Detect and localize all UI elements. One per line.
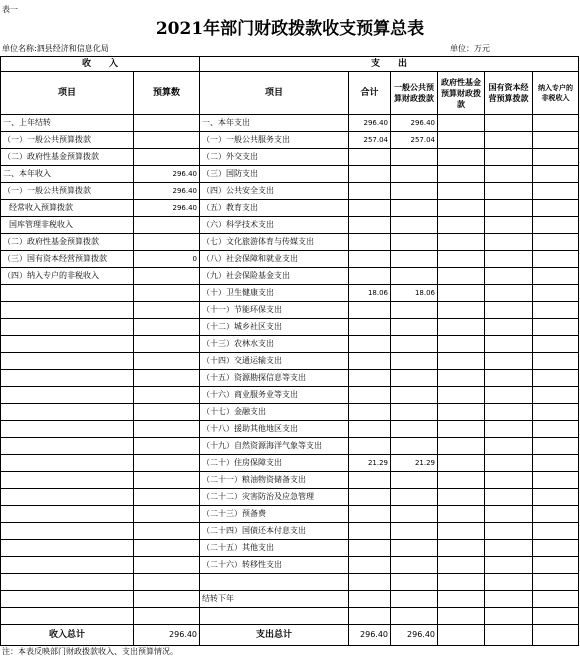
header-row-columns [1, 72, 579, 115]
expense-general-cell: 18.06 [391, 285, 438, 302]
expense-general-cell [391, 268, 438, 285]
expense-general-cell [391, 251, 438, 268]
income-item-cell: 经常收入预算拨款 [1, 200, 134, 217]
expense-gov-fund-cell [438, 115, 485, 132]
income-item-cell [1, 302, 134, 319]
expense-gov-fund-cell [438, 506, 485, 523]
expense-special-cell [533, 115, 579, 132]
table-row [1, 132, 579, 149]
income-item-cell [1, 370, 134, 387]
expense-general-cell [391, 217, 438, 234]
expense-general-cell [391, 574, 438, 591]
col-gov-fund: 政府性基金预算财政拨款 [438, 72, 485, 115]
expense-gov-fund-cell [438, 455, 485, 472]
expense-special-cell [533, 421, 579, 438]
expense-total-gov-fund [438, 625, 485, 646]
expense-special-cell [533, 557, 579, 574]
table-row [1, 268, 579, 285]
table-row [1, 455, 579, 472]
expense-special-cell [533, 200, 579, 217]
expense-total-cell [349, 540, 391, 557]
table-row [1, 370, 579, 387]
expense-total-label: 支出总计 [200, 625, 349, 646]
expense-gov-fund-cell [438, 557, 485, 574]
budget-table [0, 56, 579, 646]
expense-total-cell [349, 523, 391, 540]
expense-total-cell [349, 251, 391, 268]
expense-total-cell [349, 353, 391, 370]
expense-state-capital-cell [485, 489, 533, 506]
expense-general-cell [391, 370, 438, 387]
expense-item-cell: （二十四）国债还本付息支出 [200, 523, 349, 540]
expense-item-cell: （三）国防支出 [200, 166, 349, 183]
income-item-cell: 国库管理非税收入 [1, 217, 134, 234]
expense-general-cell [391, 404, 438, 421]
col-general-public: 一般公共预算财政拨款 [391, 72, 438, 115]
expense-special-cell [533, 234, 579, 251]
expense-total-special [533, 625, 579, 646]
expense-item-cell: （九）社会保险基金支出 [200, 268, 349, 285]
table-row [1, 302, 579, 319]
income-item-cell [1, 591, 134, 608]
income-amount-cell [134, 574, 200, 591]
table-row [1, 353, 579, 370]
expense-item-cell [200, 574, 349, 591]
expense-item-cell: （十六）商业服务业等支出 [200, 387, 349, 404]
expense-item-cell: （二十一）粮油物资储备支出 [200, 472, 349, 489]
expense-general-cell [391, 608, 438, 625]
expense-total-cell [349, 183, 391, 200]
expense-special-cell [533, 608, 579, 625]
expense-total-cell [349, 166, 391, 183]
expense-total-cell [349, 336, 391, 353]
table-row [1, 183, 579, 200]
expense-state-capital-cell [485, 149, 533, 166]
table-row [1, 404, 579, 421]
table-row [1, 591, 579, 608]
expense-total-cell [349, 591, 391, 608]
expense-special-cell [533, 217, 579, 234]
expense-item-cell: （二十二）灾害防治及应急管理 [200, 489, 349, 506]
expense-total-cell [349, 268, 391, 285]
income-item-cell [1, 421, 134, 438]
expense-general-cell [391, 438, 438, 455]
expense-special-cell [533, 574, 579, 591]
totals-row [1, 625, 579, 646]
unit-name: 单位名称:泗县经济和信息化局 [2, 44, 109, 53]
income-item-cell [1, 540, 134, 557]
table-row [1, 608, 579, 625]
expense-gov-fund-cell [438, 421, 485, 438]
expense-general-cell [391, 557, 438, 574]
table-row [1, 234, 579, 251]
expense-gov-fund-cell [438, 268, 485, 285]
income-amount-cell [134, 234, 200, 251]
income-item-cell: （一）一般公共预算拨款 [1, 183, 134, 200]
expense-state-capital-cell [485, 523, 533, 540]
expense-general-cell: 257.04 [391, 132, 438, 149]
expense-special-cell [533, 455, 579, 472]
income-amount-cell [134, 557, 200, 574]
expense-special-cell [533, 336, 579, 353]
expense-gov-fund-cell [438, 217, 485, 234]
expense-gov-fund-cell [438, 234, 485, 251]
col-income-item: 项目 [1, 72, 134, 115]
income-amount-cell [134, 591, 200, 608]
expense-general-cell [391, 421, 438, 438]
expense-special-cell [533, 285, 579, 302]
expense-total-cell [349, 472, 391, 489]
expense-gov-fund-cell [438, 472, 485, 489]
expense-special-cell [533, 302, 579, 319]
expense-state-capital-cell [485, 387, 533, 404]
expense-special-cell [533, 319, 579, 336]
expense-general-cell [391, 302, 438, 319]
expense-item-cell: 一、本年支出 [200, 115, 349, 132]
expense-gov-fund-cell [438, 251, 485, 268]
expense-total-cell [349, 234, 391, 251]
expense-state-capital-cell [485, 285, 533, 302]
expense-total-cell [349, 574, 391, 591]
table-row [1, 574, 579, 591]
income-total-value: 296.40 [134, 625, 200, 646]
expense-state-capital-cell [485, 353, 533, 370]
expense-special-cell [533, 591, 579, 608]
expense-general-cell [391, 591, 438, 608]
expense-general-cell [391, 183, 438, 200]
expense-total-value: 296.40 [349, 625, 391, 646]
expense-state-capital-cell [485, 506, 533, 523]
income-amount-cell [134, 370, 200, 387]
income-item-cell [1, 472, 134, 489]
expense-general-cell [391, 319, 438, 336]
expense-state-capital-cell [485, 115, 533, 132]
table-row [1, 319, 579, 336]
income-item-cell [1, 404, 134, 421]
expense-state-capital-cell [485, 608, 533, 625]
expense-total-cell [349, 557, 391, 574]
col-state-capital: 国有资本经营预算拨款 [485, 72, 533, 115]
expense-item-cell: 结转下年 [200, 591, 349, 608]
expense-state-capital-cell [485, 421, 533, 438]
expense-total-cell [349, 438, 391, 455]
expense-state-capital-cell [485, 251, 533, 268]
expense-general-cell [391, 166, 438, 183]
expense-gov-fund-cell [438, 404, 485, 421]
expense-general-cell [391, 353, 438, 370]
income-item-cell [1, 574, 134, 591]
header-row-sections [1, 57, 579, 72]
expense-special-cell [533, 472, 579, 489]
expense-total-general: 296.40 [391, 625, 438, 646]
income-amount-cell: 296.40 [134, 200, 200, 217]
expense-state-capital-cell [485, 183, 533, 200]
table-row [1, 523, 579, 540]
expense-general-cell [391, 200, 438, 217]
expense-general-cell: 21.29 [391, 455, 438, 472]
expense-gov-fund-cell [438, 149, 485, 166]
expense-item-cell: （二十三）预备费 [200, 506, 349, 523]
income-amount-cell: 296.40 [134, 183, 200, 200]
expense-total-cell [349, 387, 391, 404]
income-item-cell [1, 557, 134, 574]
expense-item-cell: （二十五）其他支出 [200, 540, 349, 557]
expense-general-cell [391, 506, 438, 523]
expense-total-cell [349, 217, 391, 234]
expense-special-cell [533, 132, 579, 149]
currency-unit: 单位：万元 [450, 44, 490, 53]
expense-item-cell: （六）科学技术支出 [200, 217, 349, 234]
expense-total-cell [349, 489, 391, 506]
expense-general-cell [391, 489, 438, 506]
expense-gov-fund-cell [438, 438, 485, 455]
expense-total-cell: 296.40 [349, 115, 391, 132]
table-row [1, 557, 579, 574]
expense-item-cell: （四）公共安全支出 [200, 183, 349, 200]
table-row [1, 115, 579, 132]
income-amount-cell [134, 489, 200, 506]
table-row [1, 421, 579, 438]
income-amount-cell [134, 455, 200, 472]
expense-item-cell: （二十六）转移性支出 [200, 557, 349, 574]
table-row [1, 387, 579, 404]
expense-item-cell: （十七）金融支出 [200, 404, 349, 421]
expense-general-cell [391, 472, 438, 489]
table-row [1, 438, 579, 455]
expense-special-cell [533, 404, 579, 421]
expense-special-cell [533, 268, 579, 285]
expense-general-cell [391, 234, 438, 251]
expense-special-cell [533, 506, 579, 523]
expense-state-capital-cell [485, 574, 533, 591]
col-special-nontax: 纳入专户的非税收入 [533, 72, 579, 115]
income-item-cell [1, 353, 134, 370]
income-item-cell [1, 387, 134, 404]
expense-total-cell: 257.04 [349, 132, 391, 149]
table-row [1, 149, 579, 166]
expense-special-cell [533, 489, 579, 506]
expense-item-cell: （十九）自然资源海洋气象等支出 [200, 438, 349, 455]
expense-gov-fund-cell [438, 336, 485, 353]
expense-item-cell: （二）外交支出 [200, 149, 349, 166]
income-section-header: 收 入 [1, 57, 200, 72]
expense-total-cell [349, 200, 391, 217]
expense-item-cell: （十八）援助其他地区支出 [200, 421, 349, 438]
table-row [1, 506, 579, 523]
income-item-cell: （一）一般公共预算拨款 [1, 132, 134, 149]
expense-state-capital-cell [485, 472, 533, 489]
income-item-cell [1, 506, 134, 523]
income-amount-cell [134, 132, 200, 149]
income-item-cell [1, 285, 134, 302]
expense-gov-fund-cell [438, 319, 485, 336]
expense-item-cell: （十）卫生健康支出 [200, 285, 349, 302]
col-budget-amount: 预算数 [134, 72, 200, 115]
expense-state-capital-cell [485, 302, 533, 319]
income-item-cell: （二）政府性基金预算拨款 [1, 149, 134, 166]
expense-special-cell [533, 370, 579, 387]
expense-item-cell [200, 608, 349, 625]
income-item-cell [1, 608, 134, 625]
expense-total-cell [349, 506, 391, 523]
income-item-cell [1, 336, 134, 353]
expense-state-capital-cell [485, 455, 533, 472]
expense-special-cell [533, 523, 579, 540]
table-row [1, 285, 579, 302]
income-item-cell: （四）纳入专户的非税收入 [1, 268, 134, 285]
expense-item-cell: （十三）农林水支出 [200, 336, 349, 353]
income-amount-cell: 296.40 [134, 166, 200, 183]
expense-section-header: 支 出 [200, 57, 579, 72]
expense-gov-fund-cell [438, 370, 485, 387]
income-amount-cell [134, 506, 200, 523]
expense-state-capital-cell [485, 404, 533, 421]
income-amount-cell [134, 353, 200, 370]
expense-general-cell [391, 336, 438, 353]
income-amount-cell [134, 472, 200, 489]
expense-gov-fund-cell [438, 540, 485, 557]
expense-total-cell [349, 404, 391, 421]
income-item-cell: 二、本年收入 [1, 166, 134, 183]
expense-general-cell [391, 540, 438, 557]
expense-state-capital-cell [485, 132, 533, 149]
income-amount-cell [134, 438, 200, 455]
expense-special-cell [533, 540, 579, 557]
income-amount-cell [134, 421, 200, 438]
expense-gov-fund-cell [438, 183, 485, 200]
expense-item-cell: （五）教育支出 [200, 200, 349, 217]
expense-state-capital-cell [485, 438, 533, 455]
expense-state-capital-cell [485, 200, 533, 217]
table-row [1, 540, 579, 557]
expense-total-cell [349, 421, 391, 438]
income-amount-cell: 0 [134, 251, 200, 268]
income-amount-cell [134, 404, 200, 421]
expense-item-cell: （十五）资源勘探信息等支出 [200, 370, 349, 387]
expense-gov-fund-cell [438, 608, 485, 625]
expense-special-cell [533, 149, 579, 166]
income-amount-cell [134, 285, 200, 302]
expense-total-cell [349, 149, 391, 166]
income-item-cell: 一、上年结转 [1, 115, 134, 132]
expense-total-cell [349, 319, 391, 336]
expense-general-cell: 296.40 [391, 115, 438, 132]
page-title: 2021年部门财政拨款收支预算总表 [155, 19, 425, 39]
expense-special-cell [533, 183, 579, 200]
expense-total-cell [349, 370, 391, 387]
income-amount-cell [134, 302, 200, 319]
expense-gov-fund-cell [438, 523, 485, 540]
income-amount-cell [134, 540, 200, 557]
expense-item-cell: （十一）节能环保支出 [200, 302, 349, 319]
expense-gov-fund-cell [438, 489, 485, 506]
expense-gov-fund-cell [438, 591, 485, 608]
income-total-label: 收入总计 [1, 625, 134, 646]
income-amount-cell [134, 387, 200, 404]
expense-state-capital-cell [485, 234, 533, 251]
table-row [1, 166, 579, 183]
expense-general-cell [391, 523, 438, 540]
expense-special-cell [533, 387, 579, 404]
income-item-cell [1, 523, 134, 540]
expense-state-capital-cell [485, 591, 533, 608]
table-number: 表一 [2, 5, 18, 14]
expense-gov-fund-cell [438, 353, 485, 370]
expense-gov-fund-cell [438, 574, 485, 591]
income-item-cell [1, 438, 134, 455]
income-amount-cell [134, 149, 200, 166]
expense-total-cell [349, 302, 391, 319]
expense-state-capital-cell [485, 217, 533, 234]
income-amount-cell [134, 608, 200, 625]
expense-special-cell [533, 438, 579, 455]
income-item-cell [1, 489, 134, 506]
expense-state-capital-cell [485, 268, 533, 285]
income-amount-cell [134, 115, 200, 132]
income-amount-cell [134, 268, 200, 285]
expense-special-cell [533, 353, 579, 370]
income-item-cell [1, 319, 134, 336]
income-item-cell [1, 455, 134, 472]
table-row [1, 217, 579, 234]
expense-general-cell [391, 387, 438, 404]
expense-gov-fund-cell [438, 200, 485, 217]
col-expense-item: 项目 [200, 72, 349, 115]
expense-state-capital-cell [485, 557, 533, 574]
expense-general-cell [391, 149, 438, 166]
expense-item-cell: （八）社会保障和就业支出 [200, 251, 349, 268]
income-amount-cell [134, 336, 200, 353]
expense-state-capital-cell [485, 540, 533, 557]
income-amount-cell [134, 217, 200, 234]
table-row [1, 251, 579, 268]
expense-gov-fund-cell [438, 285, 485, 302]
table-row [1, 472, 579, 489]
expense-item-cell: （十四）交通运输支出 [200, 353, 349, 370]
expense-special-cell [533, 251, 579, 268]
table-row [1, 336, 579, 353]
table-row [1, 200, 579, 217]
expense-total-cell: 18.06 [349, 285, 391, 302]
table-row [1, 489, 579, 506]
expense-gov-fund-cell [438, 302, 485, 319]
expense-state-capital-cell [485, 166, 533, 183]
footnote: 注：本表反映部门财政拨款收入、支出预算情况。 [2, 647, 178, 656]
expense-state-capital-cell [485, 319, 533, 336]
expense-gov-fund-cell [438, 166, 485, 183]
col-total: 合计 [349, 72, 391, 115]
expense-special-cell [533, 166, 579, 183]
expense-item-cell: （七）文化旅游体育与传媒支出 [200, 234, 349, 251]
expense-item-cell: （十二）城乡社区支出 [200, 319, 349, 336]
income-amount-cell [134, 319, 200, 336]
income-item-cell: （三）国有资本经营预算拨款 [1, 251, 134, 268]
expense-state-capital-cell [485, 370, 533, 387]
income-item-cell: （二）政府性基金预算拨款 [1, 234, 134, 251]
expense-total-state-capital [485, 625, 533, 646]
expense-item-cell: （二十）住房保障支出 [200, 455, 349, 472]
expense-state-capital-cell [485, 336, 533, 353]
expense-total-cell [349, 608, 391, 625]
expense-gov-fund-cell [438, 387, 485, 404]
expense-item-cell: （一）一般公共服务支出 [200, 132, 349, 149]
income-amount-cell [134, 523, 200, 540]
expense-total-cell: 21.29 [349, 455, 391, 472]
expense-gov-fund-cell [438, 132, 485, 149]
